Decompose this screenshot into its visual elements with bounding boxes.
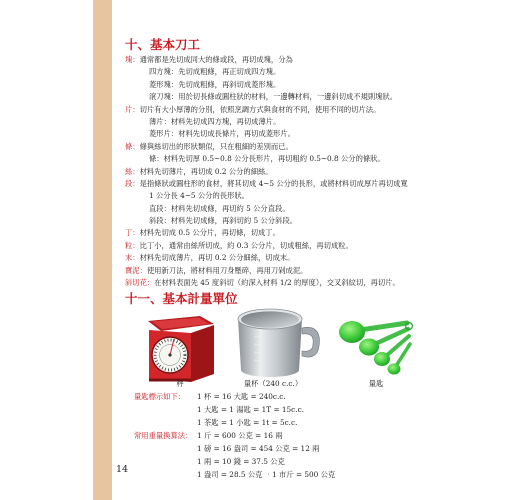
list-subitem [125,91,408,103]
cup-handle [302,327,319,357]
conversion-row [134,468,335,481]
subentry-text: 材料先切成長條片，再切成菱形片。 [178,129,295,139]
conversion-value: 1 茶匙 = 1 小匙 = 1t = 5c.c. [197,418,298,427]
spoon-bowl-smallest [388,364,401,375]
entry-label: 條： [125,141,140,151]
list-item [125,141,408,153]
scale-caption: 秤 [176,379,184,388]
kitchen-scale-svg [143,312,219,384]
subentry-label: 菱形片： [149,129,179,139]
cup-inside [241,311,299,327]
list-item [125,265,408,277]
conversion-value: 1 磅 = 16 盎司 = 454 公克 = 12 兩 [197,444,320,453]
page-side-stripe [93,0,112,500]
entry-label: 丁： [125,228,140,238]
subentry-text: 用於切長條或圓柱狀的材料，一邊轉材料，一邊斜切成不規則塊狀。 [178,92,398,102]
entry-label: 寶泥： [125,265,147,275]
subentry-text: 材料先切成條，再斜切約 5 公分斜段。 [170,216,297,226]
subentry-label: 薄片： [149,116,171,126]
subentry-label: 直段： [149,203,171,213]
spoon-bowl-large [339,321,365,343]
list-item [125,104,408,116]
subentry-label: 條： [149,154,164,164]
conversion-value: 1 大匙 = 1 湯匙 = 1T = 15c.c. [197,405,304,414]
measuring-cup-image [234,306,324,380]
conversion-value: 1 杯 = 16 大匙 = 240c.c. [197,392,286,401]
measuring-cup-svg [234,306,324,380]
conversion-row [134,429,335,442]
list-subitem [125,128,408,140]
entry-text: 是指條狀或圓柱形的食材，將其切成 4~5 公分的長形，或將材料切成厚片再切成寬 [139,178,408,188]
list-subitem [125,66,408,78]
entry-text: 通常都是先切成同大的條或段，再切成塊，分為 [139,55,293,64]
subentry-label: 滾刀塊： [149,92,179,102]
list-subitem [125,79,408,91]
entry-label: 段： [125,178,140,188]
entry-text: 條與絲切出的形狀類似，只在粗細的差別而已。 [139,141,293,151]
conversion-value: 1 兩 = 10 錢 = 37.5 公克 [197,457,285,466]
list-item [125,227,408,239]
spoon-bowl-medium [359,339,379,356]
entry-label: 斜切花： [125,278,155,288]
entry-label: 片： [125,104,140,114]
list-item-continuation: 1 公分長 4~5 公分的長形狀。 [149,191,249,201]
conversion-row [134,390,335,403]
list-item [125,252,408,264]
subentry-label: 四方塊： [149,67,179,77]
spoon-handle [360,323,407,330]
list-item [125,166,408,178]
entry-text: 材料先切薄片，再切成 0.2 公分的細絲。 [139,166,273,176]
conversion-value: 1 盎司 = 28.5 公克 ‧1 市斤 = 500 公克 [197,470,336,479]
measuring-spoons-caption: 量匙 [368,379,384,388]
conversion-row [134,442,335,455]
list-item [125,178,408,190]
entry-text: 使用新刀法，將材料用刀身壓碎，再用刀剁成泥。 [146,265,308,275]
entry-label: 末： [125,253,140,263]
measuring-spoons-image [336,314,416,380]
kitchen-scale-image [143,312,219,384]
subentry-text: 材料先切成四方塊，再切成薄片。 [170,116,281,126]
unit-conversion-table [134,390,335,481]
measuring-spoons-svg [336,314,416,380]
list-item [125,54,408,66]
page-number: 14 [116,464,129,475]
entry-text: 在材料表面先 45 度斜切（約深入材料 1/2 的厚度），交叉斜紋切，再切片。 [154,278,400,288]
knife-skills-list [125,54,408,289]
entry-label: 塊： [125,55,140,64]
subentry-text: 先切成粗條，再斜切成菱形塊。 [178,79,281,89]
subentry-text: 先切成粗條，再正切成四方塊。 [178,67,281,77]
spoon-bowl-small [374,352,390,366]
entry-text: 材料先切成 0.5 公分片，再切條，切成丁。 [139,228,280,238]
entry-label: 粒： [125,240,140,250]
section-heading-knife-skills: 十、基本刀工 [125,37,201,52]
entry-text: 比丁小，通常由絲所切成，約 0.3 公分片，切成粗絲，再切成粒。 [139,240,353,250]
subentry-text: 材料先切厚 0.5~0.8 公分長形片，再切粗約 0.5~0.8 公分的條狀。 [163,154,385,164]
measuring-cup-caption: 量杯（240 c.c.） [243,379,303,388]
list-subitem [125,203,408,215]
list-item [125,277,408,289]
entry-text: 材料先切成薄片，再切 0.2 公分細絲，切成末。 [139,253,295,263]
list-subitem [125,215,408,227]
section-heading-measurement-units: 十一、基本計量單位 [125,291,238,306]
conversion-value: 1 斤 = 600 公克 = 16 兩 [197,431,283,440]
list-subitem [125,153,408,165]
scale-side [191,325,214,382]
subentry-label: 菱形塊： [149,79,179,89]
subentry-text: 材料先切成條，再切約 5 公分直段。 [170,203,290,213]
conversion-row [134,416,335,429]
weight-conversion-label: 常用重量換算法： [134,431,193,440]
conversion-row [134,455,335,468]
entry-text: 切片有大小厚薄的分別，依照烹調方式與食材的不同，使用不同的切片法。 [139,104,381,114]
list-item [125,240,408,252]
conversion-row [134,403,335,416]
subentry-label: 斜段： [149,216,171,226]
entry-label: 絲： [125,166,140,176]
spoon-conversion-label: 量匙標示如下： [134,392,186,401]
scale-needle-hub [168,353,171,356]
list-subitem [125,116,408,128]
